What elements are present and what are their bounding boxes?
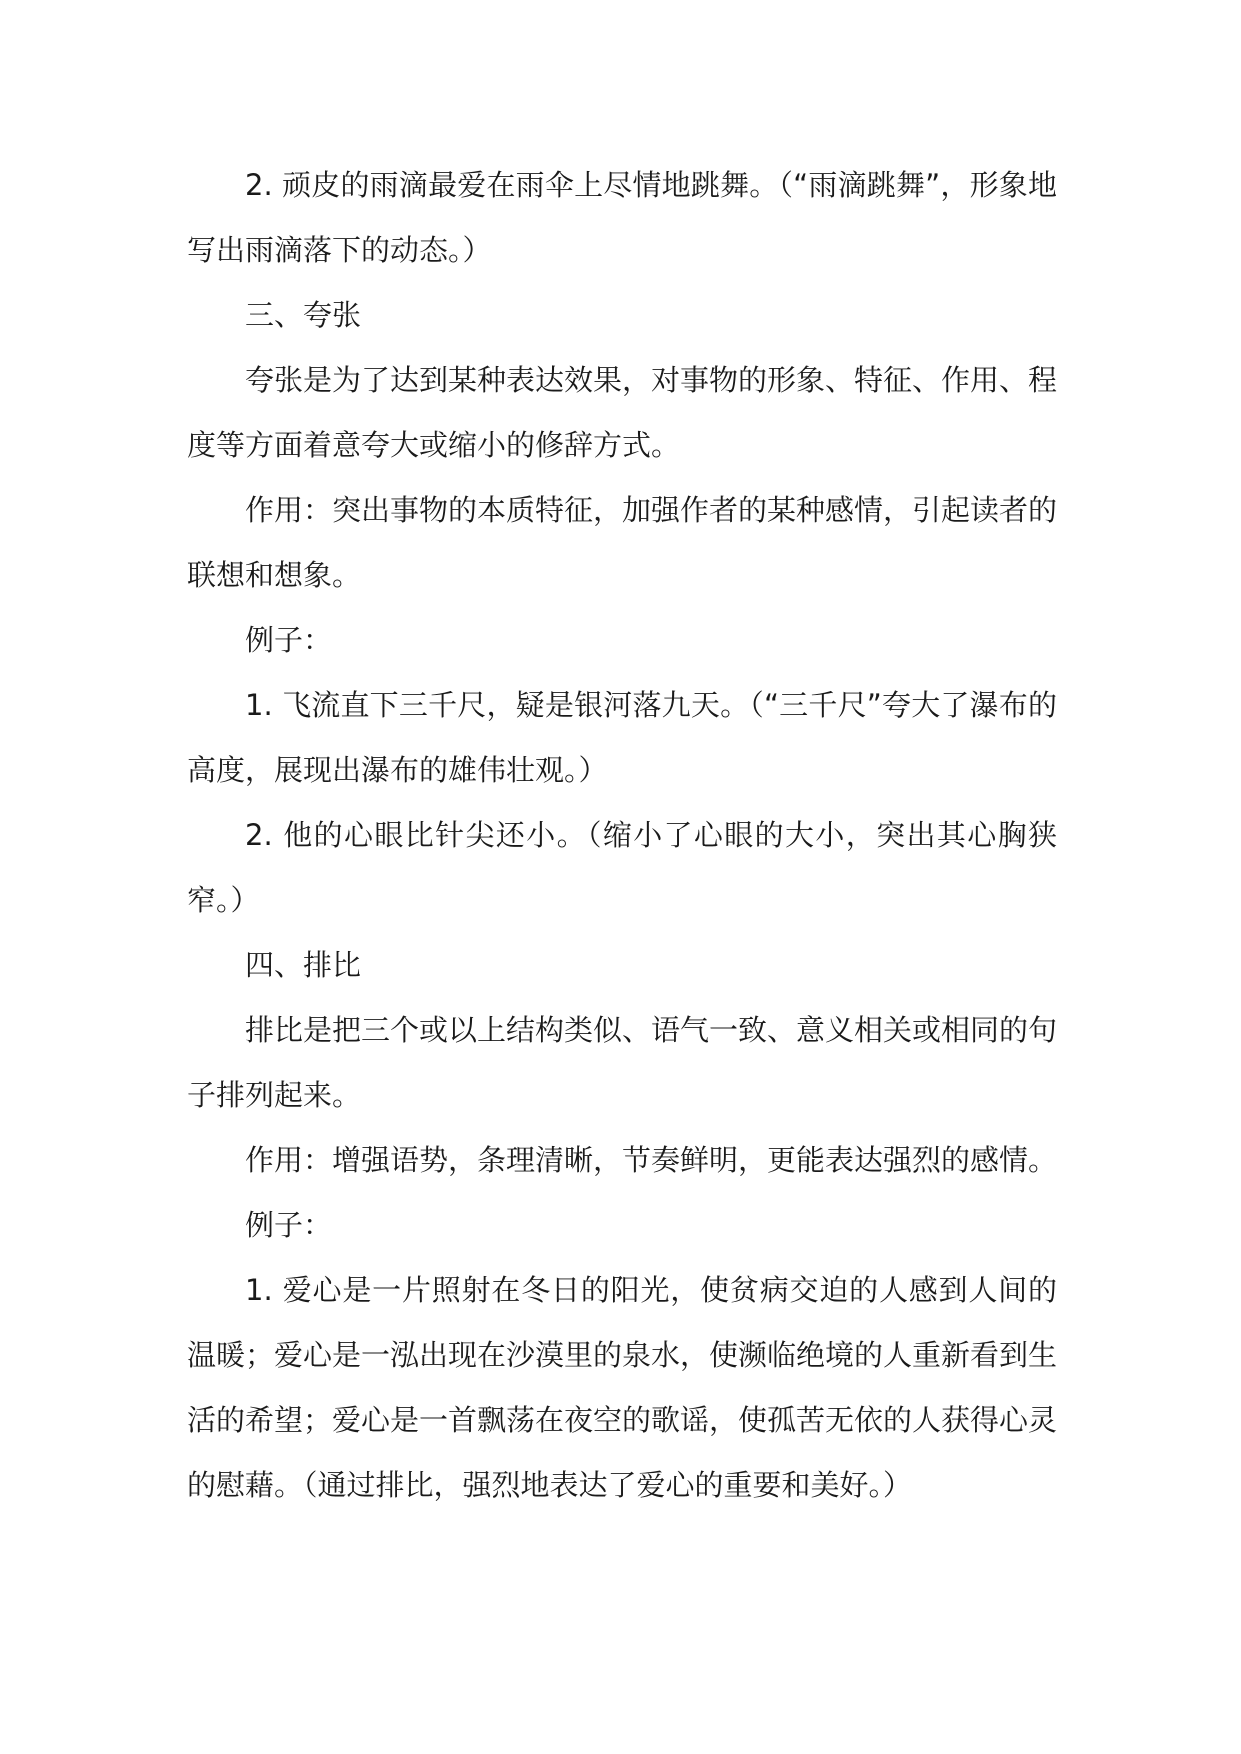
example-parallelism-1: 1. 爱心是一片照射在冬日的阳光，使贫病交迫的人感到人间的温暖；爱心是一泓出现在沙漠里的泉水，使濒临绝境的人重新看到生活的希望；爱心是一首飘荡在夜空的歌谣，使孤苦无依的人获得心灵的慰藉。（通过排比，强烈地表达了爱心的重要和美好。） — [187, 1273, 1058, 1502]
examples-label: 例子： — [245, 623, 333, 657]
example-personification-2: 2. 顽皮的雨滴最爱在雨伞上尽情地跳舞。（“雨滴跳舞”，形象地写出雨滴落下的动态。） — [187, 168, 1057, 267]
section-heading-hyperbole: 三、夸张 — [245, 298, 362, 332]
parallelism-definition: 排比是把三个或以上结构类似、语气一致、意义相关或相同的句子排列起来。 — [187, 1013, 1058, 1112]
example-hyperbole-2: 2. 他的心眼比针尖还小。（缩小了心眼的大小，突出其心胸狭窄。） — [187, 818, 1057, 917]
example-hyperbole-1: 1. 飞流直下三千尺，疑是银河落九天。（“三千尺”夸大了瀑布的高度，展现出瀑布的雄伟壮观。） — [187, 688, 1057, 787]
document-body — [187, 153, 1057, 1518]
examples-label: 例子： — [245, 1208, 333, 1242]
hyperbole-function: 作用：突出事物的本质特征，加强作者的某种感情，引起读者的联想和想象。 — [187, 493, 1058, 592]
hyperbole-definition: 夸张是为了达到某种表达效果，对事物的形象、特征、作用、程度等方面着意夸大或缩小的修辞方式。 — [187, 363, 1058, 462]
section-heading-parallelism: 四、排比 — [245, 948, 362, 982]
parallelism-function: 作用：增强语势，条理清晰，节奏鲜明，更能表达强烈的感情。 — [245, 1143, 1058, 1177]
